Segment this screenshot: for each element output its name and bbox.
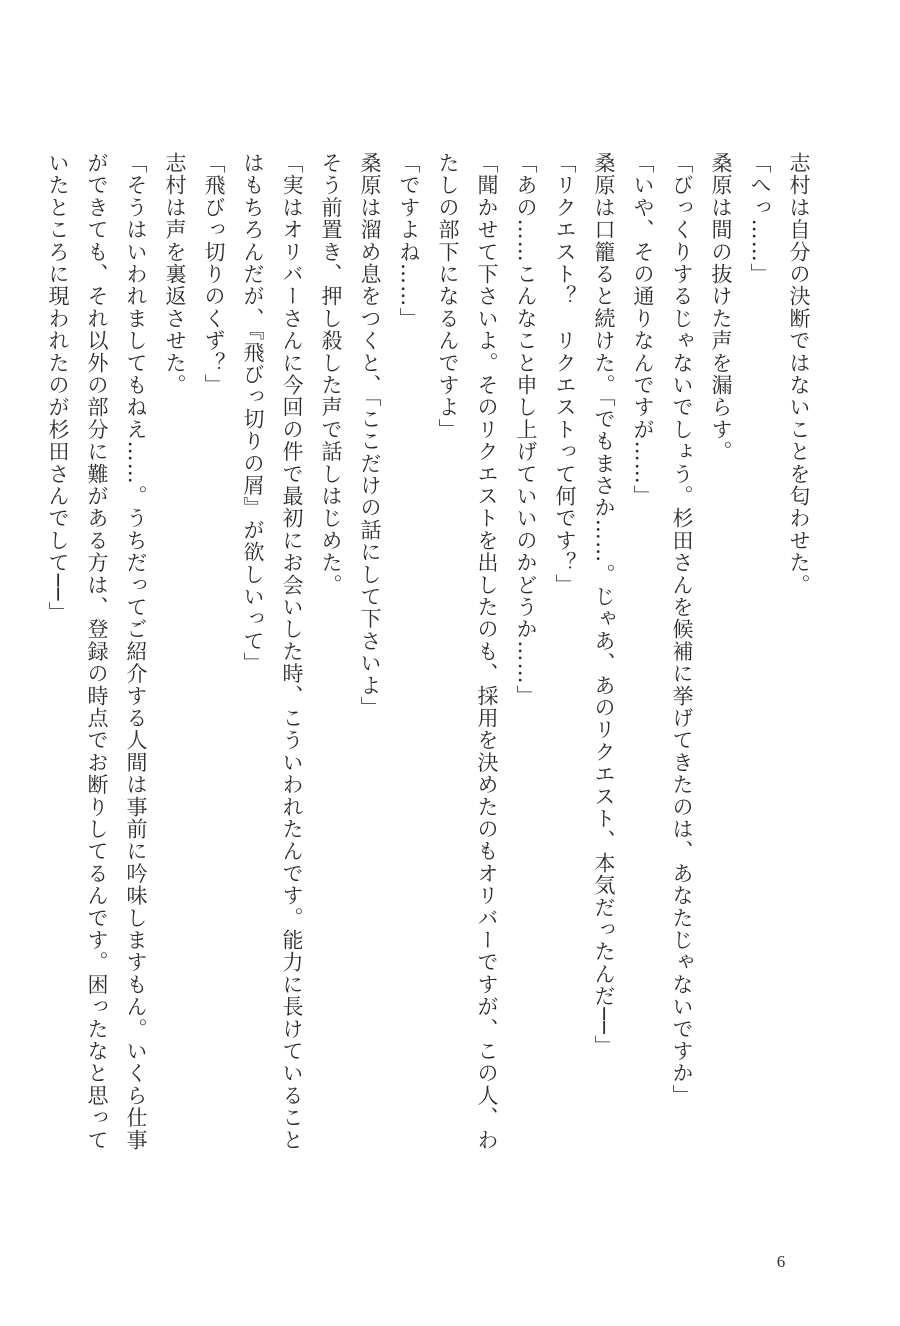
text-line-18: 「そうはいわれましてもねえ……。うちだってご紹介する人間は事前に吟味しますもん。いくら仕事 <box>124 152 148 1151</box>
page-number: 6 <box>776 1252 786 1271</box>
text-line-20: いたところに現われたのが杉田さんでして──」 <box>46 152 70 624</box>
vertical-text-body <box>38 152 818 1172</box>
text-line-16: 「飛びっ切りのくず？」 <box>202 152 226 397</box>
text-line-4: 「びっくりするじゃないでしょう。杉田さんを候補に挙げてきたのは、あなたじゃないですか」 <box>670 152 694 1107</box>
text-line-13: そう前置き、押し殺した声で話しはじめた。 <box>319 152 343 596</box>
text-line-1: 志村は自分の決断ではないことを匂わせた。 <box>787 152 811 596</box>
text-line-17: 志村は声を裏返させた。 <box>163 152 187 397</box>
text-line-15: はもちろんだが、『飛びっ切りの屑』が欲しいって」 <box>241 152 265 675</box>
text-line-6: 桑原は口籠ると続けた。「でもまさか……。じゃあ、あのリクエスト、本気だったんだ──」 <box>592 152 616 1058</box>
text-line-14: 「実はオリバーさんに今回の件で最初にお会いした時、こういわれたんです。能力に長けていること <box>280 152 304 1151</box>
text-line-8: 「あの……こんなこと申し上げていいのかどうか……」 <box>514 152 538 707</box>
text-line-10: たしの部下になるんですよ」 <box>436 152 460 441</box>
text-line-5: 「いや、その通りなんですが……」 <box>631 152 655 508</box>
text-line-11: 「ですよね……」 <box>397 152 421 330</box>
text-line-9: 「聞かせて下さいよ。そのリクエストを出したのも、採用を決めたのもオリバーですが、この人、わ <box>475 152 499 1151</box>
text-line-3: 桑原は間の抜けた声を漏らす。 <box>709 152 733 463</box>
text-line-2: 「へっ……」 <box>748 152 772 286</box>
text-line-12: 桑原は溜め息をつくと、「ここだけの話にして下さいよ」 <box>358 152 382 719</box>
text-line-7: 「リクエスト？ リクエストって何です？」 <box>553 152 577 596</box>
text-line-19: ができても、それ以外の部分に難がある方は、登録の時点でお断りしてるんです。困ったなと思って <box>85 152 109 1151</box>
